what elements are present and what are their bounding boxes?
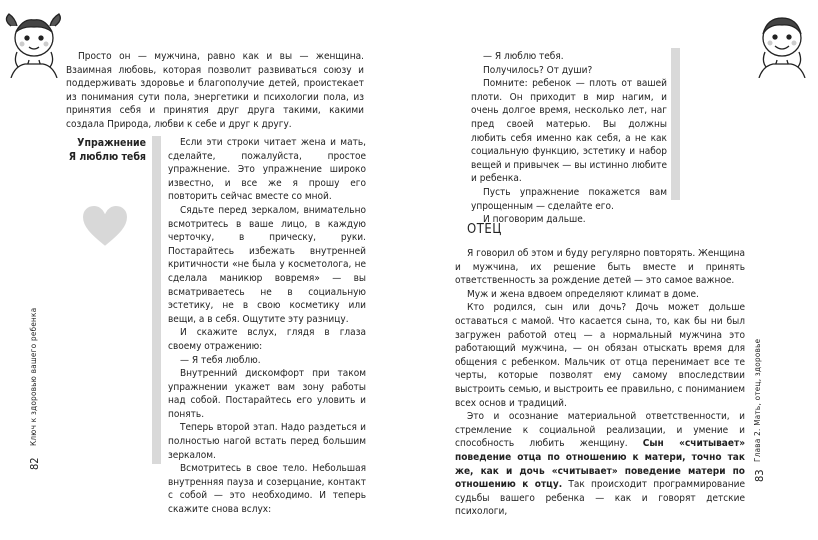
paragraph: Муж и жена вдвоем определяют климат в доме. — [467, 288, 699, 300]
child-illustration-left — [5, 12, 63, 78]
paragraph: Всмотритесь в свое тело. Небольшая внутренняя пауза и созерцание, контакт с собой — это необходимо. И теперь скажите снова вслух: — [168, 463, 366, 516]
paragraph: Я говорил об этом и буду регулярно повторять. Женщина и мужчина, их решение быть вместе и принять ответственность за рождение детей — это самое важное. — [455, 248, 745, 287]
running-head-left: Ключ к здоровью вашего ребенка — [29, 307, 38, 446]
paragraph: Сядьте перед зеркалом, внимательно всмотритесь в ваше лицо, в каждую черточку, в прическу, руки. Постарайтесь избежать внутренней критичности «не была у косметолога, не сделала маникюр вовремя» — вы всматриваетесь не в социальную эстетику, не в свою косметику или вещи, а в себя. Ощутите эту разницу. — [168, 204, 366, 325]
intro-text — [66, 50, 364, 132]
paragraph: И скажите вслух, глядя в глаза своему отражению: — [168, 327, 366, 352]
paragraph: Пусть упражнение покажется вам упрощенным — сделайте его. — [471, 186, 667, 212]
paragraph: Кто родился, сын или дочь? Дочь может дольше оставаться с мамой. Что касается сына, то, как бы ни был загружен работой отец — а нормальный мужчина это работающий мужчина, — он обязан отыскать время для общения с ребенком. Мальчик от отца перенимает все те черты, которые позволят ему самому впоследствии выстроить семью, и выстроить ее правильно, с пониманием всех основ и традиций. — [455, 302, 745, 409]
bold-passage: Сын «считывает» поведение отца по отношению к матери, точно так же, как и дочь «считывает» поведение матери по отношению к отцу. — [455, 438, 746, 491]
paragraph: Получилось? От души? — [483, 64, 593, 76]
section-title: ОТЕЦ — [467, 222, 502, 237]
exercise-label: Упражнение — [77, 137, 146, 149]
heart-icon — [80, 203, 130, 249]
paragraph: — Я люблю тебя. — [483, 51, 564, 62]
exercise-title: Я люблю тебя — [68, 151, 146, 163]
paragraph-text: Это и осознание материальной ответственности, и стремление к социальной реализации, и умение и способность любить женщину. — [455, 411, 745, 450]
right-page — [409, 0, 818, 540]
child-illustration-right — [753, 12, 811, 78]
body-text — [455, 247, 745, 519]
page-number-left: 82 — [28, 457, 41, 470]
exercise-sidebar-bar-right — [671, 48, 680, 200]
running-head-right: Глава 2. Мать, отец, здоровье — [753, 338, 762, 462]
exercise-heading — [62, 136, 146, 164]
paragraph: Помните: ребенок — плоть от вашей плоти. Он приходит в мир нагим, и очень долгое время, несколько лет, наг пред своей матерью. Вы должны любить себя именно как себя, а не как социальную функцию, эстетику и набор вещей и привычек — вы истинно любите и ребенка. — [471, 78, 667, 185]
exercise-continuation — [471, 50, 667, 227]
page-number-right: 83 — [753, 469, 766, 482]
paragraph: Внутренний дискомфорт при таком упражнении укажет вам зону работы над собой. Постарайтесь его уловить и понять. — [168, 368, 366, 420]
exercise-sidebar-bar — [152, 136, 161, 464]
paragraph — [455, 410, 745, 519]
paragraph: И поговорим дальше. — [483, 214, 586, 226]
paragraph: Теперь второй этап. Надо раздеться и полностью нагой встать перед большим зеркалом. — [168, 422, 366, 461]
exercise-text — [168, 136, 366, 517]
paragraph: Если эти строки читает жена и мать, сделайте, пожалуйста, простое упражнение. Это упражнение широко известно, и все же я прошу его повторить сейчас вместе со мной. — [168, 137, 366, 203]
paragraph: Просто он — мужчина, равно как и вы — женщина. Взаимная любовь, которая позволит развиваться союзу и поддерживать здоровье и благополучие детей, проистекает из понимания сути пола, энергетики и психологии пола, из принятия себя и принятия друг друга такими, какими создала Природа, любви к себе и друг к другу. — [66, 51, 364, 130]
paragraph-text: Так происходит программирование судьбы вашего ребенка — как и говорят детские психологи, — [455, 479, 746, 518]
paragraph: — Я тебя люблю. — [180, 354, 261, 366]
